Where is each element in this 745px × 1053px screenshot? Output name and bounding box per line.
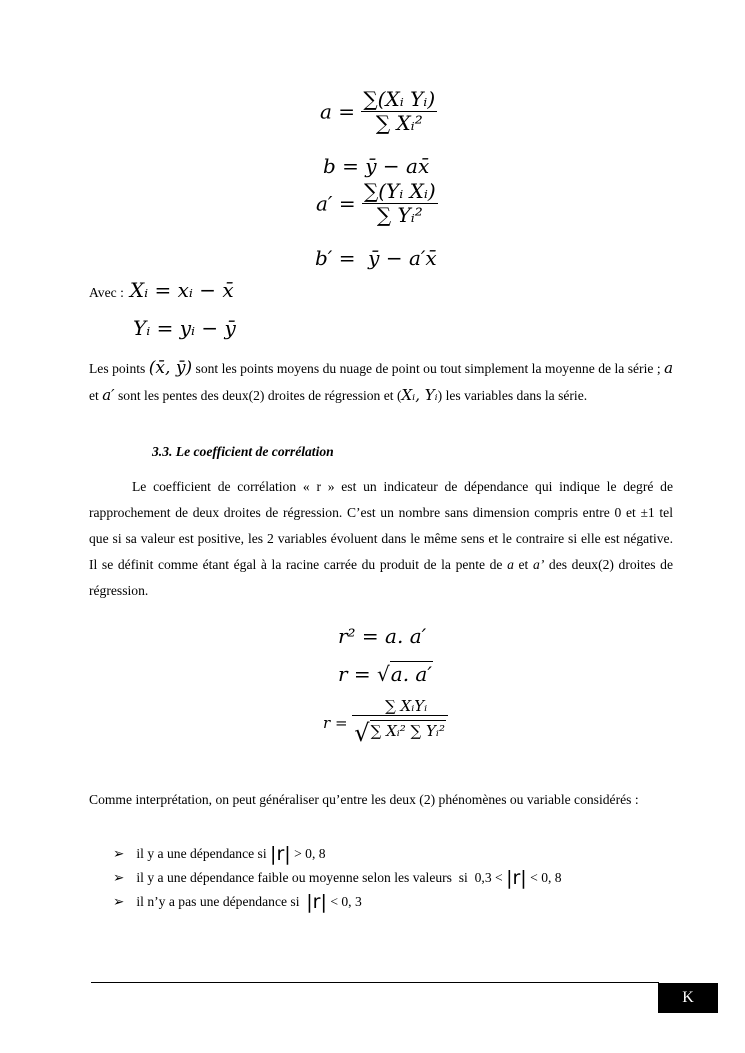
bullet-condition: < 0, 8 — [530, 870, 562, 885]
bullet-condition: < 0, 3 — [330, 894, 362, 909]
formula-a — [320, 88, 437, 135]
formula-b: b = ȳ − ax̄ — [323, 154, 430, 178]
formula-a-prime-denominator: ∑ Yᵢ² — [376, 203, 423, 227]
p1-a: a — [664, 359, 674, 377]
p2-a-prime: a’ — [532, 557, 545, 572]
paragraph-points-moyens — [89, 355, 673, 409]
y-definition: Yᵢ = yᵢ − ȳ — [133, 316, 236, 340]
p1-text2: sont les pentes des deux(2) droites de régression et ( — [117, 388, 402, 403]
p1-text1: sont les points moyens du nuage de point ou tout simplement la moyenne de la série ; — [195, 361, 661, 376]
formula-a-prime — [316, 180, 438, 227]
formula-a-denominator: ∑ Xᵢ² — [375, 111, 423, 135]
formula-a-fraction — [361, 88, 437, 135]
p1-et: et — [89, 388, 99, 403]
arrow-bullet-icon: ➢ — [113, 894, 125, 909]
bullet-text: il n’y a pas une dépendance si — [136, 894, 303, 909]
formula-a-numerator: ∑(Xᵢ Yᵢ) — [363, 87, 436, 111]
formula-r-squared: r² = a. a′ — [338, 624, 427, 648]
arrow-bullet-icon: ➢ — [113, 846, 125, 861]
page-number-box: K — [658, 983, 718, 1013]
formula-b-prime: b′ = ȳ − a′x̄ — [315, 246, 437, 270]
list-item — [113, 866, 673, 890]
sqrt-symbol: √ — [377, 662, 390, 686]
formula-r-full-fraction — [352, 698, 448, 748]
formula-a-lhs: a = — [320, 99, 356, 124]
p1-prefix: Les points — [89, 361, 146, 376]
x-definition: Xᵢ = xᵢ − x̄ — [129, 278, 234, 302]
p1-a-prime: a′ — [102, 386, 115, 404]
formula-r-sqrt — [338, 662, 433, 686]
p2-a: a — [507, 557, 514, 572]
formula-a-prime-lhs: a′ = — [316, 191, 356, 216]
formula-r-radicand: a. a′ — [390, 662, 432, 686]
bullet-list — [113, 842, 673, 914]
p2-et: et — [518, 557, 529, 572]
formula-r-sqrt-lhs: r = — [338, 662, 371, 686]
avec-block — [89, 278, 234, 302]
formula-a-prime-numerator: ∑(Yᵢ Xᵢ) — [363, 179, 436, 203]
formula-r-full — [323, 698, 448, 748]
paragraph-correlation-definition — [89, 474, 673, 604]
formula-r-full-lhs: r = — [323, 713, 348, 732]
p1-xi-yi: Xᵢ, Yᵢ — [401, 386, 438, 404]
p2-tail: des deux(2) droites de régression. — [89, 557, 673, 598]
formula-r-full-denominator — [352, 716, 448, 748]
avec-label: Avec : — [89, 285, 124, 300]
abs-r: |r| — [506, 867, 527, 889]
p1-text3: ) les variables dans la série. — [437, 388, 588, 403]
abs-r: |r| — [306, 891, 327, 913]
p1-point: (x̄, ȳ) — [148, 358, 193, 378]
section-heading: 3.3. Le coefficient de corrélation — [152, 444, 334, 459]
formula-r-full-radicand: ∑ Xᵢ² ∑ Yᵢ² — [370, 722, 445, 741]
paragraph-interpretation: Comme interprétation, on peut généraliser qu’entre les deux (2) phénomènes ou variable considérés : — [89, 792, 639, 807]
list-item — [113, 890, 673, 914]
bullet-text: il y a une dépendance faible ou moyenne selon les valeurs si 0,3 < — [136, 870, 503, 885]
p2-text: Le coefficient de corrélation « r » est un indicateur de dépendance qui indique le degré de rapprochement de deux droites de régression. C’est un nombre sans dimension compris entre 0 et ±1 tel que si sa valeur est positive, les 2 variables évoluent dans le même sens et le contraire si elle est négative. Il se définit comme étant égal à la racine carrée du produit de la pente de — [89, 479, 673, 572]
bullet-text: il y a une dépendance si — [136, 846, 267, 861]
list-item — [113, 842, 673, 866]
abs-r: |r| — [270, 843, 291, 865]
formula-r-full-numerator: ∑ XᵢYᵢ — [352, 698, 448, 716]
bullet-condition: > 0, 8 — [294, 846, 326, 861]
arrow-bullet-icon: ➢ — [113, 870, 125, 885]
footer-divider — [91, 982, 659, 983]
formula-a-prime-fraction — [362, 180, 438, 227]
sqrt-symbol-large: √ — [354, 719, 370, 748]
